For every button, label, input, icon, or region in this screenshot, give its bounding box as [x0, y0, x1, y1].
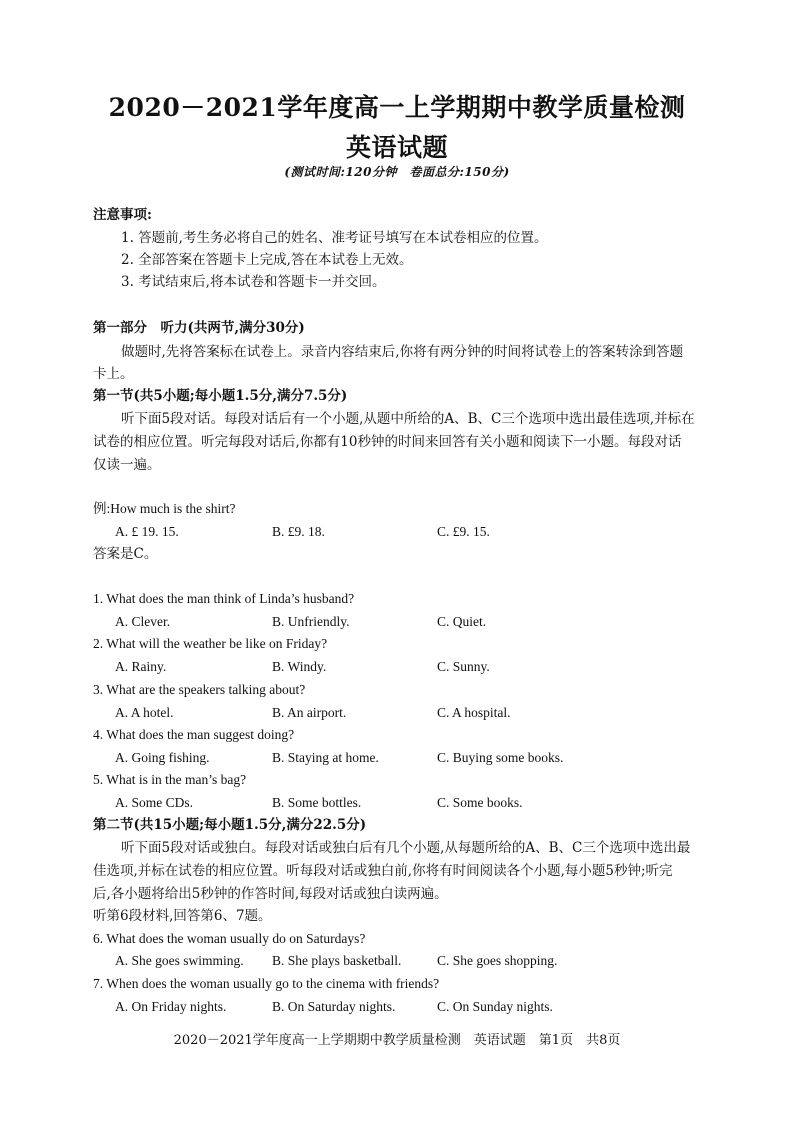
q5-option-b: B. Some bottles.	[272, 795, 362, 810]
section1-instructions: 仅读一遍。	[93, 457, 161, 473]
q1-option-c: C. Quiet.	[437, 614, 487, 629]
q5-option-c: C. Some books.	[437, 795, 523, 810]
subject-title: 英语试题	[345, 133, 448, 162]
section1-heading: 第一节(共5小题;每小题1.5分,满分7.5分)	[93, 388, 348, 404]
section2-instructions: 佳选项,并标在试卷的相应位置。听每段对话或独白前,你将有时间阅读各个小题,每小题5秒钟;听完	[93, 863, 673, 879]
notice-item: 3. 考试结束后,将本试卷和答题卡一并交回。	[121, 274, 386, 290]
notice-item: 1. 答题前,考生务必将自己的姓名、准考证号填写在本试卷相应的位置。	[121, 230, 548, 246]
q7-option-a: A. On Friday nights.	[115, 999, 227, 1014]
question-5: 5. What is in the man’s bag?	[93, 772, 247, 787]
q4-option-c: C. Buying some books.	[437, 750, 564, 765]
question-1: 1. What does the man think of Linda’s husband?	[93, 591, 355, 606]
section2-instructions: 听下面5段对话或独白。每段对话或独白后有几个小题,从每题所给的A、B、C三个选项中选出最	[121, 840, 691, 856]
q4-option-a: A. Going fishing.	[115, 750, 210, 765]
q3-option-a: A. A hotel.	[115, 705, 174, 720]
question-7: 7. When does the woman usually go to the cinema with friends?	[93, 976, 440, 991]
q5-option-a: A. Some CDs.	[115, 795, 194, 810]
q6-option-a: A. She goes swimming.	[115, 953, 244, 968]
notice-heading: 注意事项:	[93, 207, 152, 223]
page-footer: 2020－2021学年度高一上学期期中教学质量检测 英语试题 第1页 共8页	[173, 1033, 621, 1048]
part1-intro: 卡上。	[93, 366, 134, 382]
question-3: 3. What are the speakers talking about?	[93, 682, 306, 697]
example-option-c: C. £9. 15.	[437, 524, 490, 539]
question-4: 4. What does the man suggest doing?	[93, 727, 295, 742]
part1-intro: 做题时,先将答案标在试卷上。录音内容结束后,你将有两分钟的时间将试卷上的答案转涂到答题	[121, 344, 684, 360]
q2-option-b: B. Windy.	[272, 659, 327, 674]
question-6: 6. What does the woman usually do on Saturdays?	[93, 931, 366, 946]
q3-option-b: B. An airport.	[272, 705, 347, 720]
q3-option-c: C. A hospital.	[437, 705, 511, 720]
section1-instructions: 试卷的相应位置。听完每段对话后,你都有10秒钟的时间来回答有关小题和阅读下一小题。每段对话	[93, 434, 682, 450]
question-2: 2. What will the weather be like on Friday?	[93, 636, 328, 651]
example-option-b: B. £9. 18.	[272, 524, 325, 539]
section2-instructions: 后,各小题将给出5秒钟的作答时间,每段对话或独白读两遍。	[93, 886, 448, 902]
section1-instructions: 听下面5段对话。每段对话后有一个小题,从题中所给的A、B、C三个选项中选出最佳选项,并标在	[121, 411, 695, 427]
q2-option-c: C. Sunny.	[437, 659, 490, 674]
part1-heading: 第一部分 听力(共两节,满分30分)	[93, 320, 305, 336]
example-option-a: A. £ 19. 15.	[115, 524, 179, 539]
q6-option-b: B. She plays basketball.	[272, 953, 402, 968]
q7-option-b: B. On Saturday nights.	[272, 999, 396, 1014]
q2-option-a: A. Rainy.	[115, 659, 167, 674]
example-question: 例:How much is the shirt?	[93, 501, 236, 516]
q6-option-c: C. She goes shopping.	[437, 953, 558, 968]
notice-item: 2. 全部答案在答题卡上完成,答在本试卷上无效。	[121, 252, 413, 268]
example-answer: 答案是C。	[93, 546, 158, 562]
q4-option-b: B. Staying at home.	[272, 750, 379, 765]
q1-option-b: B. Unfriendly.	[272, 614, 350, 629]
section2-material: 听第6段材料,回答第6、7题。	[93, 908, 272, 924]
time-info: (测试时间:120分钟 卷面总分:150分)	[284, 165, 510, 179]
section2-heading: 第二节(共15小题;每小题1.5分,满分22.5分)	[93, 817, 367, 833]
q7-option-c: C. On Sunday nights.	[437, 999, 553, 1014]
q1-option-a: A. Clever.	[115, 614, 171, 629]
exam-title: 2020－2021学年度高一上学期期中教学质量检测	[108, 93, 686, 122]
